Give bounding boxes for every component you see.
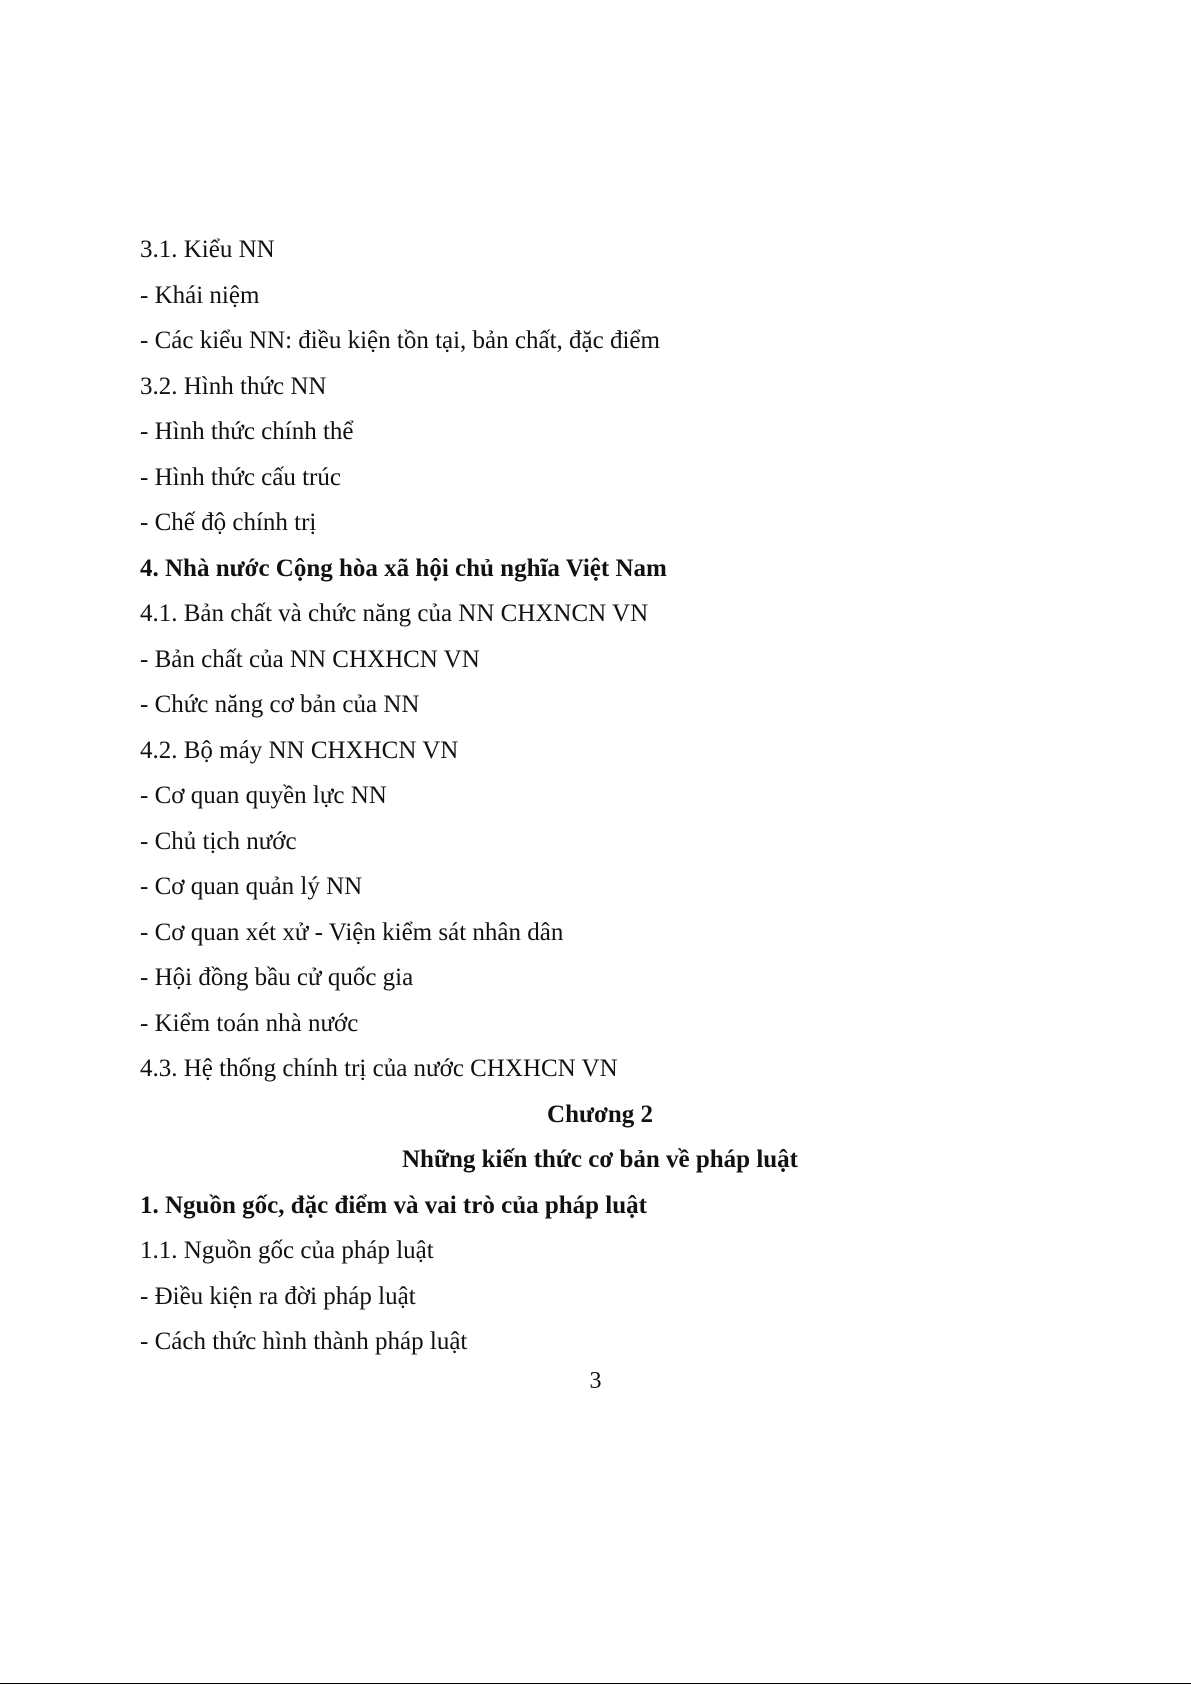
chapter-number: Chương 2	[547, 1100, 653, 1128]
text-line: - Hình thức chính thể	[140, 418, 354, 445]
text-line: - Các kiểu NN: điều kiện tồn tại, bản chất, đặc điểm	[140, 327, 660, 354]
section-heading: 4. Nhà nước Cộng hòa xã hội chủ nghĩa Việt Nam	[140, 554, 667, 582]
bottom-divider	[0, 1683, 1191, 1684]
text-line: 1.1. Nguồn gốc của pháp luật	[140, 1237, 434, 1264]
text-line: 4.1. Bản chất và chức năng của NN CHXNCN VN	[140, 600, 649, 627]
text-line: - Hội đồng bầu cử quốc gia	[140, 964, 414, 991]
text-line: - Bản chất của NN CHXHCN VN	[140, 645, 480, 673]
page-number: 3	[589, 1368, 602, 1394]
chapter-title: Những kiến thức cơ bản về pháp luật	[401, 1146, 799, 1173]
text-line: - Chế độ chính trị	[140, 509, 317, 536]
text-line: - Cơ quan quyền lực NN	[140, 782, 387, 809]
text-line: 3.1. Kiểu NN	[140, 236, 275, 263]
text-line: - Khái niệm	[140, 281, 260, 309]
text-line: - Cách thức hình thành pháp luật	[140, 1328, 468, 1355]
text-line: - Điều kiện ra đời pháp luật	[140, 1282, 416, 1310]
section-heading: 1. Nguồn gốc, đặc điểm và vai trò của pháp luật	[140, 1191, 647, 1219]
text-line: - Chủ tịch nước	[140, 827, 297, 855]
text-line: - Cơ quan quản lý NN	[140, 873, 363, 900]
page-content	[140, 227, 1060, 1365]
text-line: 4.2. Bộ máy NN CHXHCN VN	[140, 736, 459, 764]
text-line: - Kiểm toán nhà nước	[140, 1009, 359, 1037]
text-line: - Hình thức cấu trúc	[140, 463, 341, 491]
text-line: - Cơ quan xét xử - Viện kiểm sát nhân dân	[140, 918, 564, 946]
text-line: 4.3. Hệ thống chính trị của nước CHXHCN VN	[140, 1055, 618, 1082]
text-line: - Chức năng cơ bản của NN	[140, 691, 420, 718]
text-line: 3.2. Hình thức NN	[140, 372, 327, 400]
